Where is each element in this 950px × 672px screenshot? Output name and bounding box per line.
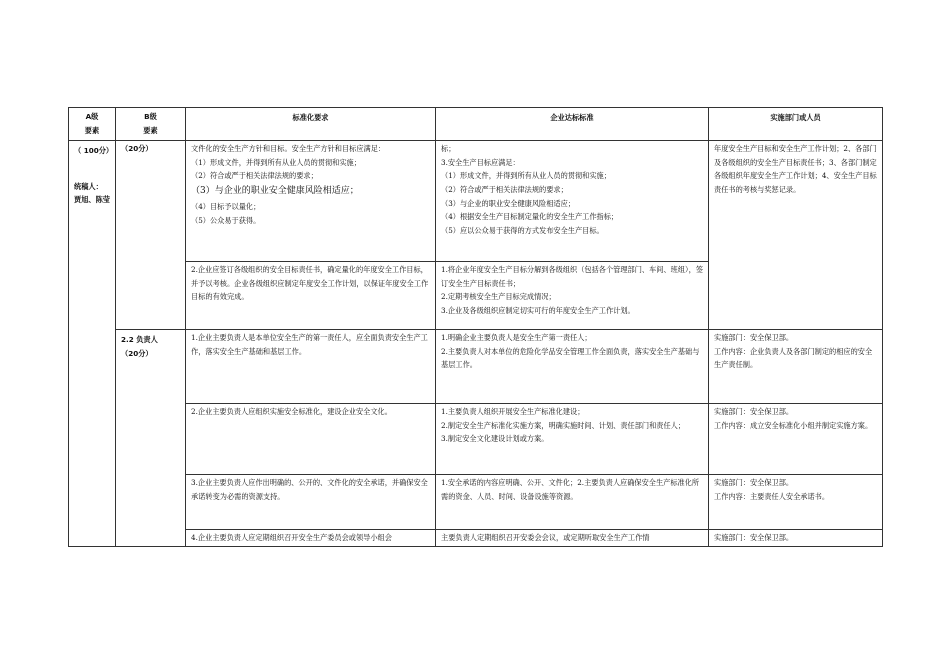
header-requirements: 标准化要求 [186, 108, 436, 141]
header-a-level [69, 108, 116, 141]
requirement-cell: 1.企业主要负责人是本单位安全生产的第一责任人，应全面负责安全生产工作，落实安全生产基础和基层工作。 [186, 330, 436, 404]
owner-label: 统稿人： [74, 181, 103, 191]
standard-cell [436, 262, 709, 330]
b-level-score: （20分） [121, 348, 153, 358]
department-cell [709, 404, 883, 475]
standards-table [68, 107, 883, 547]
requirement-cell [186, 141, 436, 262]
b-level-cell-2 [116, 330, 186, 547]
department-cell [709, 475, 883, 530]
standard-line: 2.制定安全生产标准化实施方案，明确实施时间、计划、责任部门和责任人； [441, 420, 686, 430]
department-line: 实施部门：安全保卫部。 [714, 478, 794, 487]
standard-cell: 1.安全承诺的内容应明确、公开、文件化；2.主要负责人应确保安全生产标准化所需的资金、人员、时间、设备设施等资源。 [436, 475, 709, 530]
standard-cell [436, 141, 709, 262]
requirement-line: 文件化的安全生产方针和目标。安全生产方针和目标应满足： [191, 144, 386, 153]
table-row [69, 475, 883, 530]
standard-line: （2）符合或严于相关法律法规的要求； [441, 185, 568, 195]
standard-cell [436, 404, 709, 475]
standard-line: 1.将企业年度安全生产目标分解到各级组织（包括各个管理部门、车间、班组），签订安全生产目标责任书； [441, 265, 704, 288]
header-a-line1: A级 [85, 112, 99, 122]
standard-line: （4）根据安全生产目标制定量化的安全生产工作指标； [441, 212, 619, 222]
standard-line: 3.制定安全文化建设计划或方案。 [441, 434, 549, 444]
department-line: 实施部门：安全保卫部。 [714, 407, 794, 416]
standard-cell: 主要负责人定期组织召开安委会会议，或定期听取安全生产工作情 [436, 530, 709, 547]
header-a-line2: 要素 [84, 126, 100, 135]
standard-line: 2.定期考核安全生产目标完成情况； [441, 292, 556, 302]
standard-line: （3）与企业的职业安全健康风险相适应； [441, 198, 575, 208]
requirement-cell: 2.企业主要负责人应组织实施安全标准化，建设企业安全文化。 [186, 404, 436, 475]
table-row [69, 530, 883, 547]
requirement-cell: 4.企业主要负责人应定期组织召开安全生产委员会或领导小组会 [186, 530, 436, 547]
standard-line: 2.主要负责人对本单位的危险化学品安全管理工作全面负责，落实安全生产基础与基层工作。 [441, 346, 700, 370]
header-b-line2: 要素 [143, 126, 158, 135]
standard-line: 1.主要负责人组织开展安全生产标准化建设； [441, 407, 585, 416]
department-cell: 年度安全生产目标和安全生产工作计划；2、各部门及各级组织的安全生产目标责任书；3、各部门制定各级组织年度安全生产工作计划；4、安全生产目标责任书的考核与奖惩记录。 [709, 141, 883, 330]
standard-cell [436, 330, 709, 404]
header-department: 实施部门或人员 [709, 108, 883, 141]
table-header-row [69, 108, 883, 141]
requirement-line: （2）符合或严于相关法律法规的要求； [191, 171, 318, 181]
department-line: 工作内容：主要责任人安全承诺书。 [714, 491, 830, 501]
a-level-score: （ 100分） [74, 146, 114, 155]
requirement-line: （3）与企业的职业安全健康风险相适应； [191, 186, 359, 197]
owner-names: 贾旭、陈莹 [74, 195, 110, 205]
requirement-line: （5）公众易于获得。 [191, 215, 261, 225]
requirement-cell: 3.企业主要负责人应作出明确的、公开的、文件化的安全承诺，并确保安全承诺转变为必需的资源支持。 [186, 475, 436, 530]
table-row [69, 141, 883, 262]
header-b-line1: B级 [144, 112, 157, 122]
standard-line: （1）形成文件，并得到所有从业人员的贯彻和实施； [441, 171, 611, 181]
department-cell [709, 330, 883, 404]
department-line: 实施部门：安全保卫部。 [714, 333, 794, 342]
header-b-level [116, 108, 186, 141]
standard-line: 3.企业及各级组织应制定切实可行的年度安全生产工作计划。 [441, 306, 635, 316]
header-standards: 企业达标标准 [436, 108, 709, 141]
standard-line: （5）应以公众易于获得的方式发布安全生产目标。 [441, 226, 604, 236]
requirement-line: （4）目标予以量化； [191, 202, 261, 212]
department-cell: 实施部门：安全保卫部。 [709, 530, 883, 547]
requirement-line: （1）形成文件，并得到所有从业人员的贯彻和实施； [191, 157, 361, 167]
b-level-cell-1: （20分） [116, 141, 186, 330]
standard-line: 1.明确企业主要负责人是安全生产第一责任人； [441, 333, 592, 342]
standard-line: 标； [441, 144, 456, 153]
department-line: 工作内容：企业负责人及各部门制定的相应的安全生产责任制。 [714, 346, 873, 370]
table-row [69, 330, 883, 404]
b-level-title: 2.2 负责人 [121, 335, 158, 344]
standard-line: 3.安全生产目标应满足： [441, 157, 520, 167]
table-row [69, 404, 883, 475]
requirement-cell: 2.企业应签订各级组织的安全目标责任书，确定量化的年度安全工作目标，并予以考核。企业各级组织应制定年度安全工作计划，以保证年度安全工作目标的有效完成。 [186, 262, 436, 330]
department-line: 工作内容：成立安全标准化小组并制定实施方案。 [714, 420, 873, 430]
a-level-cell [69, 141, 116, 547]
